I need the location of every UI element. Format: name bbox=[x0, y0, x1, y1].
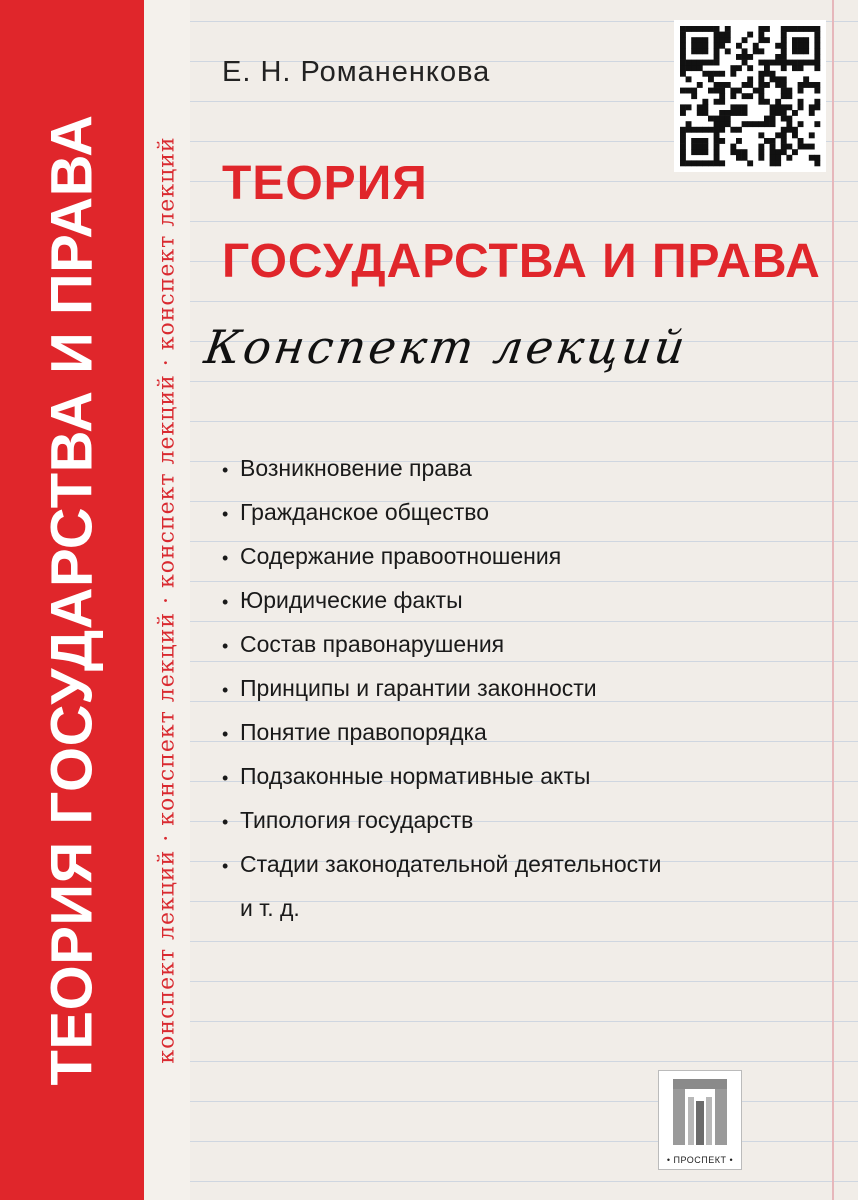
topic-item bbox=[222, 842, 662, 886]
topics-list bbox=[222, 446, 662, 886]
bullet-icon: • bbox=[222, 768, 229, 788]
topic-label: Стадии законодательной деятельности bbox=[240, 851, 662, 877]
topic-label: Подзаконные нормативные акты bbox=[240, 763, 591, 789]
topic-item bbox=[222, 446, 662, 490]
handwritten-subtitle: Конспект лекций bbox=[201, 320, 692, 374]
book-title bbox=[222, 157, 821, 316]
topic-item bbox=[222, 622, 662, 666]
topic-label: Содержание правоотношения bbox=[240, 543, 562, 569]
topic-item bbox=[222, 490, 662, 534]
topic-item bbox=[222, 754, 662, 798]
publisher-name: • ПРОСПЕКТ • bbox=[666, 1155, 734, 1165]
bullet-icon: • bbox=[222, 724, 229, 744]
author-name: Е. Н. Романенкова bbox=[222, 56, 491, 88]
book-title-line-1: ТЕОРИЯ bbox=[222, 157, 428, 210]
topic-item bbox=[222, 578, 662, 622]
bullet-icon: • bbox=[222, 680, 229, 700]
bullet-icon: • bbox=[222, 856, 229, 876]
topic-item bbox=[222, 534, 662, 578]
topic-label: Возникновение права bbox=[240, 455, 472, 481]
topic-label: Принципы и гарантии законности bbox=[240, 675, 597, 701]
bullet-icon: • bbox=[222, 592, 229, 612]
topic-label: Понятие правопорядка bbox=[240, 719, 487, 745]
topic-label: Типология государств bbox=[240, 807, 474, 833]
prospekt-logo-icon bbox=[658, 1070, 742, 1170]
bullet-icon: • bbox=[222, 812, 229, 832]
topic-label: Юридические факты bbox=[240, 587, 463, 613]
topic-item bbox=[222, 798, 662, 842]
book-title-line-2: ГОСУДАРСТВА И ПРАВА bbox=[222, 235, 821, 288]
bullet-icon: • bbox=[222, 460, 229, 480]
topics-etc: и т. д. bbox=[240, 895, 300, 921]
spine-subtitle: конспект лекций · конспект лекций · конспект лекций · конспект лекций bbox=[154, 136, 180, 1064]
spine-title: ТЕОРИЯ ГОСУДАРСТВА И ПРАВА bbox=[39, 114, 105, 1086]
topic-item bbox=[222, 666, 662, 710]
topic-label: Состав правонарушения bbox=[240, 631, 505, 657]
qr-code-icon bbox=[674, 20, 826, 172]
bullet-icon: • bbox=[222, 548, 229, 568]
bullet-icon: • bbox=[222, 504, 229, 524]
topic-item bbox=[222, 710, 662, 754]
bullet-icon: • bbox=[222, 636, 229, 656]
red-side-band bbox=[0, 0, 190, 1200]
notebook-margin-line bbox=[832, 0, 834, 1200]
topic-label: Гражданское общество bbox=[240, 499, 490, 525]
